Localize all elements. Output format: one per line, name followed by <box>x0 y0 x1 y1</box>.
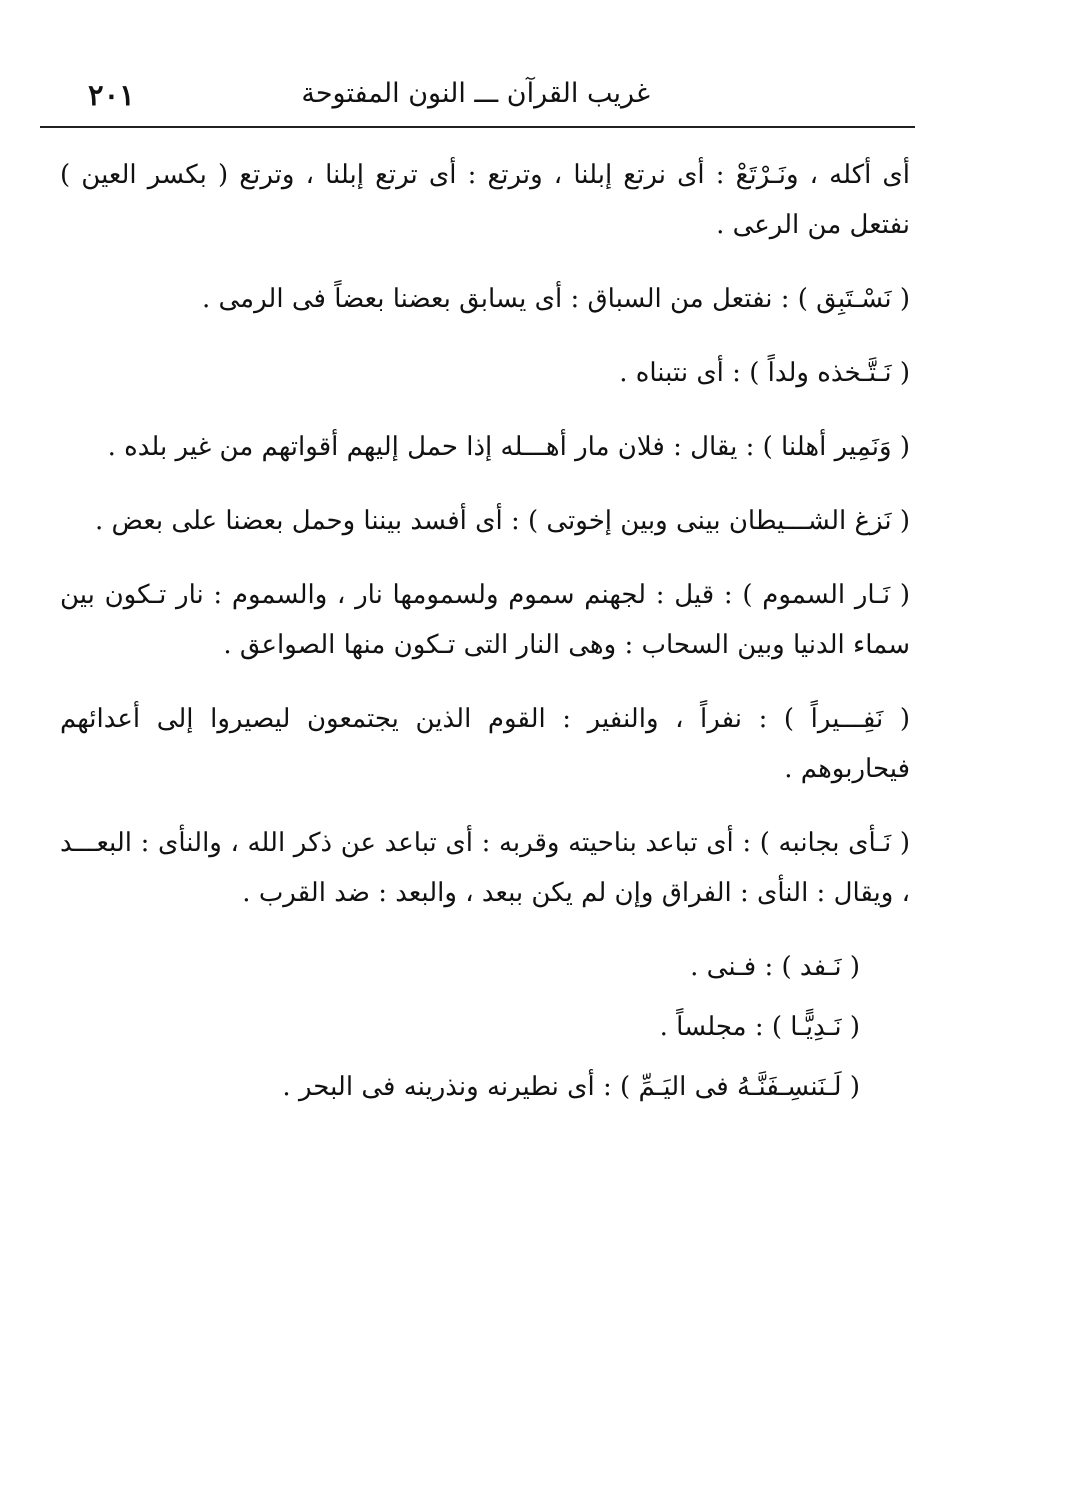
glossary-entry: ( نَـفد ) : فـنى . <box>690 952 860 982</box>
glossary-entry: ( نَـأى بجانبه ) : أى تباعد بناحيته وقربه : أى تباعد عن ذكر الله ، والنأى : البعـــد ، ويقال : النأى : الفراق وإن لم يكن ببعد ، والبعد : ضد القرب . <box>60 828 910 908</box>
glossary-entry: ( نَـدِيًّـا ) : مجلساً . <box>659 1012 860 1042</box>
glossary-entry: ( نَسْـتَبِق ) : نفتعل من السباق : أى يسابق بعضنا بعضاً فى الرمى . <box>201 284 910 314</box>
glossary-entry: ( وَنَمِير أهلنا ) : يقال : فلان مار أهـــله إذا حمل إليهم أقواتهم من غير بلده . <box>107 432 910 462</box>
running-title: غريب القرآن ـــ النون المفتوحة <box>301 78 650 109</box>
glossary-entry: ( نَفِـــيراً ) : نفراً ، والنفير : القوم الذين يجتمعون ليصيروا إلى أعدائهم فيحاربوهم . <box>60 704 910 784</box>
glossary-entry: ( نَـار السموم ) : قيل : لجهنم سموم ولسمومها نار ، والسموم : نار تـكون بين سماء الدنيا وبين السحاب : وهى النار التى تـكون منها الصواعق . <box>60 580 910 660</box>
glossary-entry: ( لَـنَنسِـفَنَّـهُ فى اليَـمِّ ) : أى نطيرنه ونذرينه فى البحر . <box>282 1072 860 1102</box>
page-header <box>40 70 915 128</box>
page-number: ٢٠١ <box>88 78 135 112</box>
glossary-entry: ( نَـتَّـخذه ولداً ) : أى نتبناه . <box>619 358 910 388</box>
body-text <box>60 150 910 1122</box>
glossary-entry: ( نَزغ الشـــيطان بينى وبين إخوتى ) : أى أفسد بيننا وحمل بعضنا على بعض . <box>94 506 910 536</box>
glossary-entry: أى أكله ، ونَـرْتَعْ : أى نرتع إبلنا ، وترتع : أى ترتع إبلنا ، وترتع ( بكسر العين ) نفتعل من الرعى . <box>60 160 910 240</box>
